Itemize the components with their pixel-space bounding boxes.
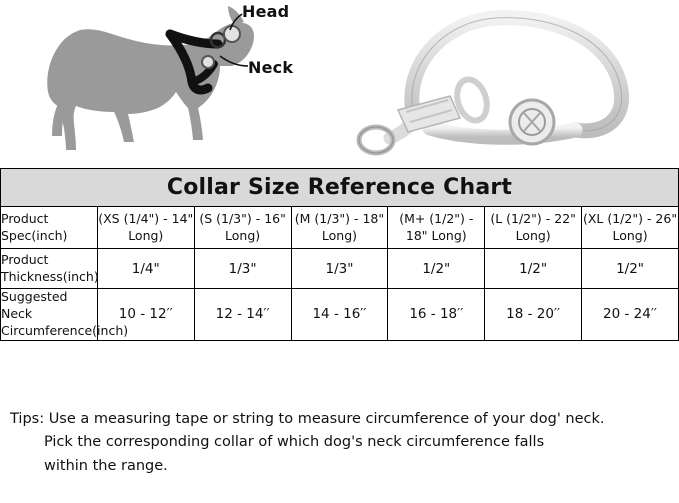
collar-size-reference-table — [0, 168, 679, 341]
row-header-neck-circumference: Suggested Neck Circumference(inch) — [1, 289, 98, 341]
spec-col-l: (L (1/2") - 22" Long) — [485, 207, 582, 249]
table-row — [1, 249, 679, 289]
thickness-s: 1/3" — [194, 249, 291, 289]
table-title: Collar Size Reference Chart — [1, 169, 679, 207]
neck-s: 12 - 14′′ — [194, 289, 291, 341]
dog-head-label: Head — [242, 2, 290, 21]
spec-col-xl: (XL (1/2") - 26" Long) — [582, 207, 679, 249]
collar-product-icon — [320, 0, 670, 168]
size-chart-table-zone — [0, 168, 679, 341]
table-title-row — [1, 169, 679, 207]
neck-mplus: 16 - 18′′ — [388, 289, 485, 341]
thickness-m: 1/3" — [291, 249, 388, 289]
dog-neck-label: Neck — [248, 58, 294, 77]
tips-section — [0, 398, 679, 478]
neck-xs: 10 - 12′′ — [97, 289, 194, 341]
neck-l: 18 - 20′′ — [485, 289, 582, 341]
tips-line-2: Pick the corresponding collar of which dog's neck circumference falls — [44, 434, 545, 451]
thickness-xs: 1/4" — [97, 249, 194, 289]
tips-line-3: within the range. — [44, 457, 168, 474]
table-row — [1, 207, 679, 249]
collar-illustration — [320, 0, 670, 168]
spec-col-m: (M (1/3") - 18" Long) — [291, 207, 388, 249]
dog-silhouette-icon — [20, 0, 310, 168]
tips-line-1: Tips: Use a measuring tape or string to measure circumference of your dog' neck. — [10, 411, 605, 427]
thickness-mplus: 1/2" — [388, 249, 485, 289]
row-header-product-thickness: Product Thickness(inch) — [1, 249, 98, 289]
spec-col-xs: (XS (1/4") - 14" Long) — [97, 207, 194, 249]
dog-illustration — [20, 0, 310, 168]
thickness-xl: 1/2" — [582, 249, 679, 289]
table-row — [1, 289, 679, 341]
neck-xl: 20 - 24′′ — [582, 289, 679, 341]
illustration-area — [0, 0, 679, 168]
row-header-product-spec: Product Spec(inch) — [1, 207, 98, 249]
spec-col-mplus: (M+ (1/2") - 18" Long) — [388, 207, 485, 249]
spec-col-s: (S (1/3") - 16" Long) — [194, 207, 291, 249]
neck-m: 14 - 16′′ — [291, 289, 388, 341]
thickness-l: 1/2" — [485, 249, 582, 289]
